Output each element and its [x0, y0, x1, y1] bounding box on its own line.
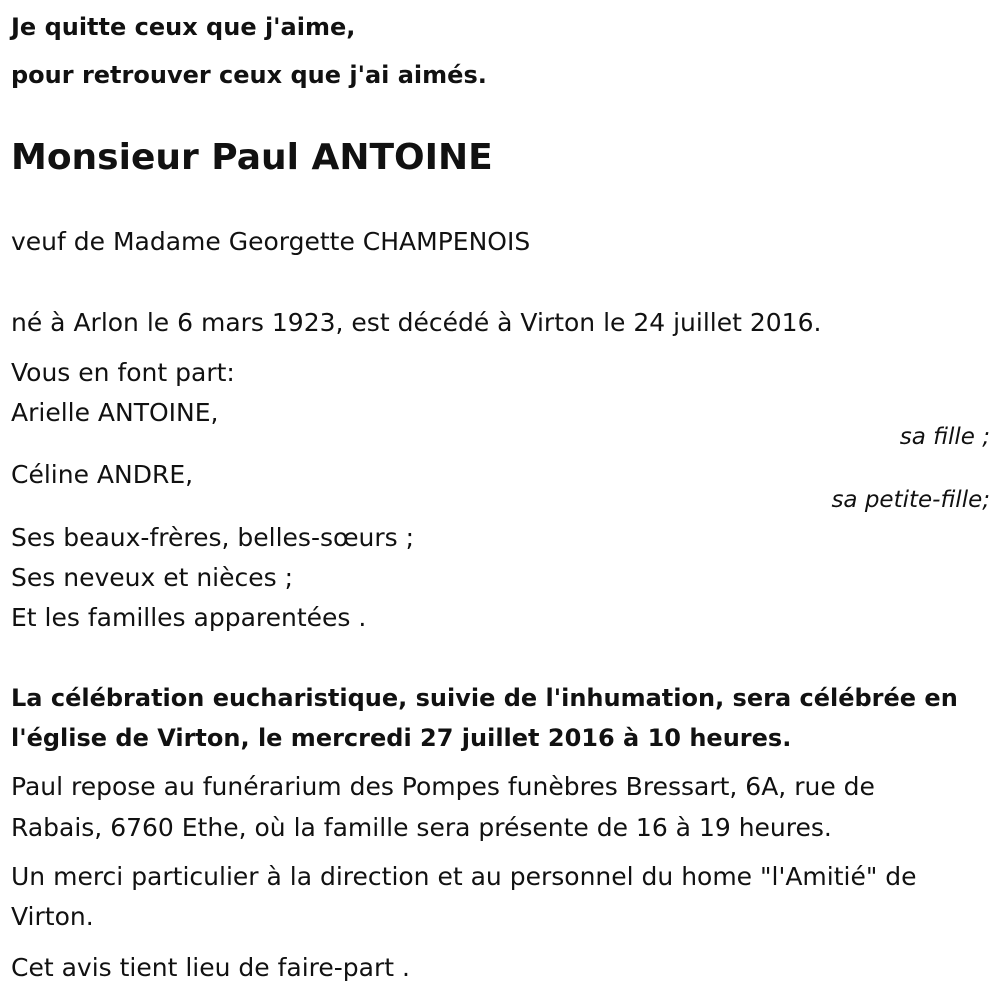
family-line: Ses neveux et nièces ;	[11, 563, 294, 592]
thanks-line-1: Un merci particulier à la direction et au personnel du home "l'Amitié" de	[11, 862, 917, 891]
announcers-intro: Vous en font part:	[11, 358, 235, 387]
spouse-line: veuf de Madame Georgette CHAMPENOIS	[11, 227, 531, 256]
announcer-name: Arielle ANTOINE,	[11, 398, 219, 427]
ceremony-line-2: l'église de Virton, le mercredi 27 juillet 2016 à 10 heures.	[11, 724, 792, 752]
family-line: Ses beaux-frères, belles-sœurs ;	[11, 523, 415, 552]
epigraph-line-1: Je quitte ceux que j'aime,	[11, 13, 356, 41]
funeral-home-line-2: Rabais, 6760 Ethe, où la famille sera présente de 16 à 19 heures.	[11, 813, 832, 842]
family-line: Et les familles apparentées .	[11, 603, 367, 632]
announcer-relation: sa fille ;	[899, 424, 990, 450]
announcer-name: Céline ANDRE,	[11, 460, 194, 489]
funeral-home-line-1: Paul repose au funérarium des Pompes funèbres Bressart, 6A, rue de	[11, 772, 875, 801]
thanks-line-2: Virton.	[11, 902, 94, 931]
announcer-relation: sa petite-fille;	[831, 487, 990, 513]
deceased-name: Monsieur Paul ANTOINE	[11, 137, 493, 178]
closing-line: Cet avis tient lieu de faire-part .	[11, 953, 410, 982]
ceremony-line-1: La célébration eucharistique, suivie de l'inhumation, sera célébrée en	[11, 684, 958, 712]
birth-death-line: né à Arlon le 6 mars 1923, est décédé à Virton le 24 juillet 2016.	[11, 308, 822, 337]
epigraph-line-2: pour retrouver ceux que j'ai aimés.	[11, 61, 487, 89]
